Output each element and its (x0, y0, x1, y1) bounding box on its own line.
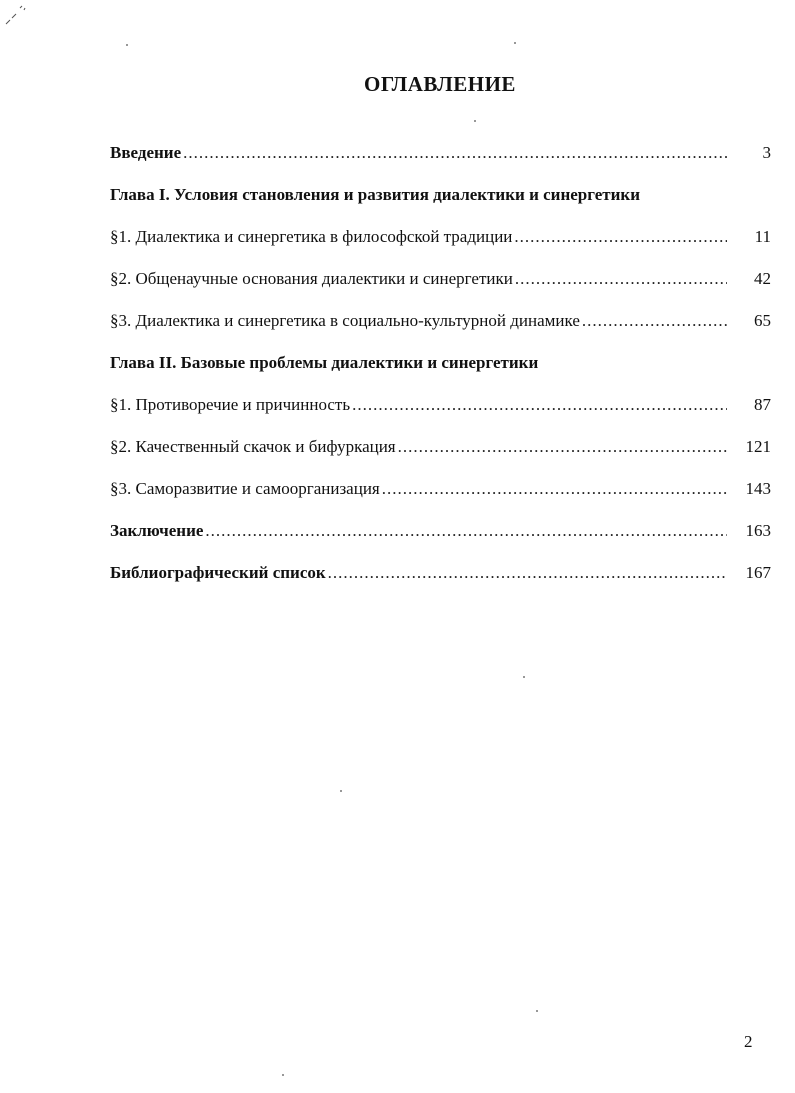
toc-leader-dots (328, 561, 727, 585)
toc-entry-page: 163 (745, 521, 771, 540)
toc-entry-page: 87 (754, 395, 771, 414)
toc-entry-introduction[interactable] (110, 141, 771, 165)
scan-speck (474, 120, 476, 122)
toc-entry-page: 121 (745, 437, 771, 456)
toc-entry-text: Введение (110, 143, 182, 162)
toc-leader-dots (183, 141, 727, 165)
toc-entry-text: §3. Саморазвитие и самоорганизация (110, 479, 380, 498)
toc-entry-page: 167 (745, 563, 771, 582)
toc-entry-page: 65 (754, 311, 771, 330)
toc-chapter-1[interactable]: Глава I. Условия становления и развития диалектики и синергетики (110, 185, 641, 204)
toc-entry-text: §1. Диалектика и синергетика в философской традиции (110, 227, 513, 246)
scan-speck (514, 42, 516, 44)
toc-leader-dots (352, 393, 727, 417)
toc-entry-ch1-s2[interactable] (110, 267, 771, 291)
toc-entry-ch1-s1[interactable] (110, 225, 771, 249)
toc-leader-dots (514, 225, 727, 249)
toc-entry-ch2-s3[interactable] (110, 477, 771, 501)
toc-entry-text: §3. Диалектика и синергетика в социально-культурной динамике (110, 311, 580, 330)
toc-leader-dots (515, 267, 727, 291)
toc-entry-page: 42 (754, 269, 771, 288)
scan-speck (282, 1074, 284, 1076)
toc-leader-dots (382, 477, 727, 501)
toc-entry-text: §2. Общенаучные основания диалектики и синергетики (110, 269, 513, 288)
toc-entry-text: Библиографический список (110, 563, 326, 582)
scan-speck (523, 676, 525, 678)
toc-leader-dots (398, 435, 727, 459)
toc-entry-ch1-s3[interactable] (110, 309, 771, 333)
scan-speck (340, 790, 342, 792)
toc-entry-conclusion[interactable] (110, 519, 771, 543)
toc-entry-text: §1. Противоречие и причинность (110, 395, 351, 414)
page-number: 2 (744, 1032, 753, 1051)
toc-entry-ch2-s2[interactable] (110, 435, 771, 459)
scan-speck (126, 44, 128, 46)
scan-artifact-mark (2, 2, 32, 28)
toc-chapter-2[interactable]: Глава II. Базовые проблемы диалектики и синергетики (110, 353, 539, 372)
toc-entry-ch2-s1[interactable] (110, 393, 771, 417)
toc-title: ОГЛАВЛЕНИЕ (364, 72, 516, 96)
toc-leader-dots (205, 519, 727, 543)
toc-entry-text: Заключение (110, 521, 204, 540)
toc-leader-dots (582, 309, 727, 333)
toc-entry-page: 3 (762, 143, 771, 162)
scan-speck (536, 1010, 538, 1012)
toc-entry-page: 11 (754, 227, 771, 246)
toc-entry-page: 143 (745, 479, 771, 498)
toc-entry-text: §2. Качественный скачок и бифуркация (110, 437, 396, 456)
toc-entry-bibliography[interactable] (110, 561, 771, 585)
